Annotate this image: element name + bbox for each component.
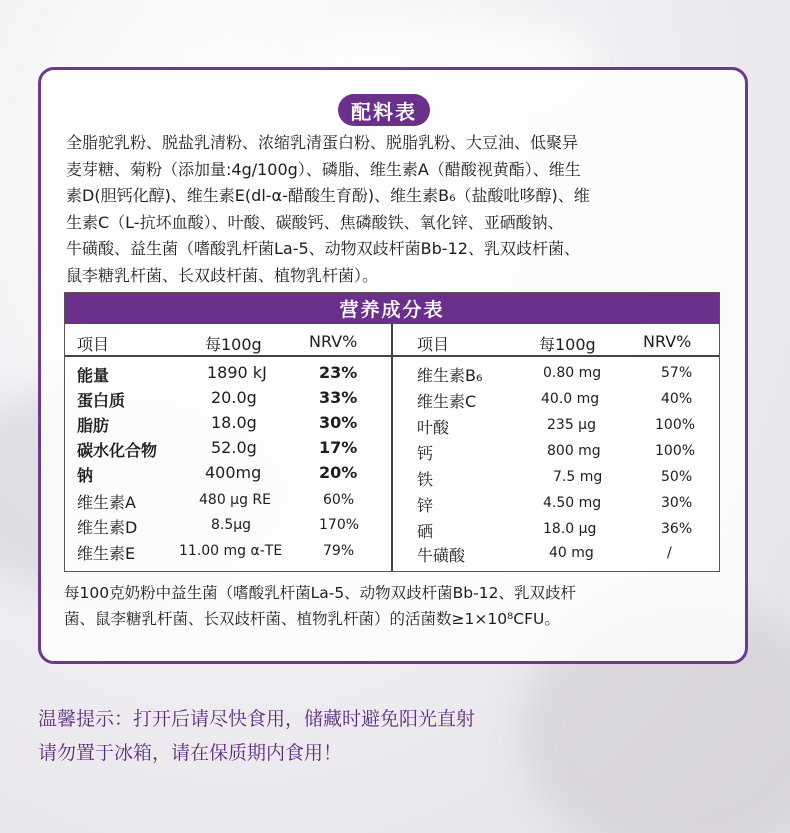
ingredients-text	[66, 130, 726, 289]
right-row-amount: 40 mg	[549, 545, 594, 561]
right-row-nrv: 36%	[661, 521, 693, 537]
table-header-divider	[65, 355, 719, 357]
left-row-amount: 480 μg RE	[199, 492, 271, 508]
left-row-nrv: 60%	[323, 492, 355, 508]
left-row-nrv: 20%	[319, 463, 358, 482]
tip-line: 温馨提示：打开后请尽快食用，储藏时避免阳光直射	[38, 708, 476, 730]
ingredients-line: 鼠李糖乳杆菌、长双歧杆菌、植物乳杆菌）。	[66, 265, 379, 285]
left-row-item: 维生素D	[77, 518, 138, 537]
right-row-amount: 40.0 mg	[541, 391, 600, 407]
nutrition-title: 营养成分表	[65, 293, 719, 324]
probiotic-note	[64, 580, 724, 632]
right-row-nrv: 30%	[661, 495, 693, 511]
right-row-item: 牛磺酸	[417, 546, 466, 565]
ingredients-title: 配料表	[338, 94, 430, 126]
right-row-amount: 18.0 μg	[543, 521, 597, 537]
right-row-nrv: 40%	[661, 391, 693, 407]
probiotic-note-line: 菌、鼠李糖乳杆菌、长双歧杆菌、植物乳杆菌）的活菌数≥1×10⁸CFU。	[64, 610, 560, 628]
left-row-amount: 400mg	[205, 463, 262, 482]
right-row-amount: 4.50 mg	[543, 495, 602, 511]
right-row-nrv: /	[667, 545, 672, 561]
ingredients-line: 素D(胆钙化醇)、维生素E(dl-α-醋酸生育酚)、维生素B₆（盐酸吡哆醇)、维	[66, 186, 590, 205]
ingredients-line: 牛磺酸、益生菌（嗜酸乳杆菌La-5、动物双歧杆菌Bb-12、乳双歧杆菌、	[66, 239, 580, 258]
right-row-item: 钙	[417, 444, 434, 463]
left-row-amount: 20.0g	[211, 388, 257, 407]
right-row-nrv: 57%	[661, 365, 693, 381]
right-row-item: 锌	[417, 496, 434, 515]
left-row-item: 蛋白质	[77, 391, 126, 410]
header-item: 项目	[417, 335, 450, 354]
tip-line: 请勿置于冰箱，请在保质期内食用！	[38, 742, 343, 764]
left-row-item: 脂肪	[77, 416, 110, 435]
left-row-item: 钠	[77, 466, 94, 485]
left-row-item: 碳水化合物	[77, 441, 158, 460]
header-nrv: NRV%	[643, 332, 692, 351]
right-row-item: 铁	[417, 470, 434, 489]
nutrition-table	[64, 292, 720, 572]
left-row-amount: 1890 kJ	[207, 363, 267, 382]
right-row-amount: 800 mg	[547, 443, 601, 459]
left-row-amount: 8.5μg	[211, 517, 252, 533]
right-row-nrv: 100%	[655, 443, 696, 459]
left-row-amount: 11.00 mg α-TE	[179, 543, 283, 559]
left-row-nrv: 33%	[319, 388, 358, 407]
left-row-nrv: 170%	[319, 517, 360, 533]
header-item: 项目	[77, 335, 110, 354]
right-row-nrv: 50%	[661, 469, 693, 485]
left-row-nrv: 30%	[319, 413, 358, 432]
left-row-amount: 18.0g	[211, 413, 257, 432]
right-row-amount: 7.5 mg	[553, 469, 603, 485]
header-nrv: NRV%	[309, 332, 358, 351]
right-row-nrv: 100%	[655, 417, 696, 433]
header-per-100g: 每100g	[205, 335, 262, 354]
left-row-nrv: 23%	[319, 363, 358, 382]
right-row-amount: 0.80 mg	[543, 365, 602, 381]
left-row-item: 维生素E	[77, 544, 136, 563]
right-row-item: 维生素B₆	[417, 366, 483, 385]
left-row-item: 维生素A	[77, 493, 136, 512]
left-row-nrv: 17%	[319, 438, 358, 457]
ingredients-line: 全脂驼乳粉、脱盐乳清粉、浓缩乳清蛋白粉、脱脂乳粉、大豆油、低聚异	[66, 133, 579, 152]
ingredients-line: 生素C（L-抗坏血酸）、叶酸、碳酸钙、焦磷酸铁、氧化锌、亚硒酸钠、	[66, 212, 564, 232]
ingredients-line: 麦芽糖、菊粉（添加量:4g/100g）、磷脂、维生素A（醋酸视黄酯）、维生	[66, 159, 581, 179]
right-row-item: 维生素C	[417, 392, 477, 411]
left-row-item: 能量	[77, 366, 110, 385]
right-row-item: 硒	[417, 522, 434, 541]
table-divider	[391, 324, 393, 571]
probiotic-note-line: 每100克奶粉中益生菌（嗜酸乳杆菌La-5、动物双歧杆菌Bb-12、乳双歧杆	[64, 584, 576, 602]
left-row-nrv: 79%	[323, 543, 355, 559]
header-per-100g: 每100g	[539, 335, 596, 354]
right-row-item: 叶酸	[417, 418, 450, 437]
right-row-amount: 235 μg	[547, 417, 596, 433]
left-row-amount: 52.0g	[211, 438, 257, 457]
